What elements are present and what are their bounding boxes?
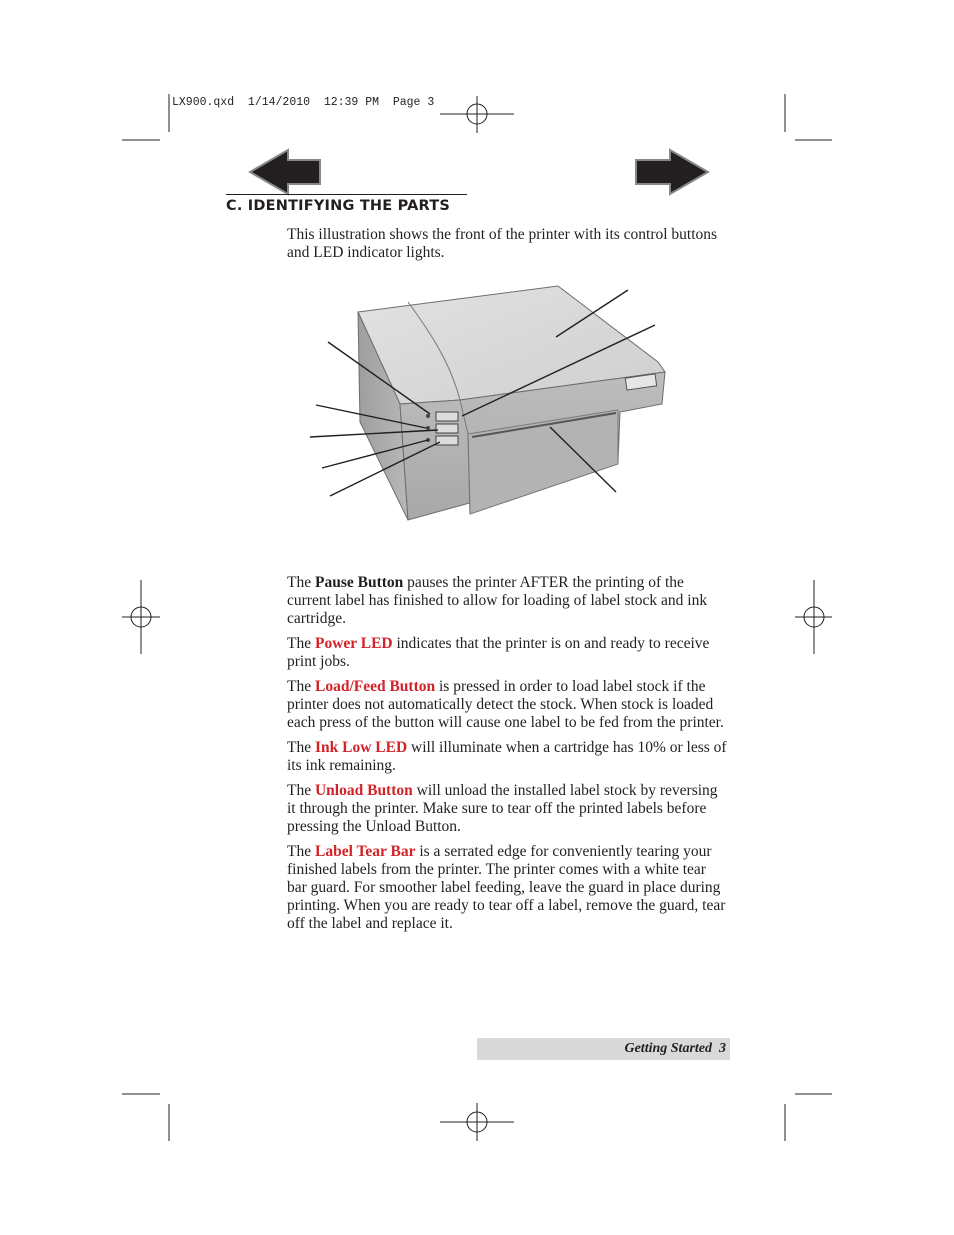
part-paragraph: The Ink Low LED will illuminate when a cartridge has 10% or less of its ink remaining. xyxy=(287,739,727,774)
part-term: Ink Low LED xyxy=(314,739,408,756)
heading-rule xyxy=(226,194,467,195)
part-paragraph: The Load/Feed Button is pressed in order to load label stock if the printer does not automatically detect the stock. When stock is loaded each press of the button will cause one label to be fed from the printer. xyxy=(287,678,724,731)
part-term: Pause Button xyxy=(314,574,404,591)
printer-illustration xyxy=(300,282,680,527)
parts-descriptions xyxy=(287,574,729,940)
part-term: Power LED xyxy=(314,635,393,652)
file-slug-line: LX900.qxd 1/14/2010 12:39 PM Page 3 xyxy=(172,96,435,109)
footer-label: Getting Started xyxy=(624,1041,712,1056)
arrow-left-icon[interactable] xyxy=(246,148,324,196)
intro-paragraph: This illustration shows the front of the printer with its control buttons and LED indicator lights. xyxy=(287,226,718,261)
part-term: Unload Button xyxy=(314,782,413,799)
part-paragraph: The Label Tear Bar is a serrated edge for conveniently tearing your finished labels from the printer. The printer comes with a white tear bar guard. For smoother label feeding, leave the guard in place during printing. When you are ready to tear off a label, remove the guard, tear off the label and replace it. xyxy=(287,843,726,932)
page-number: 3 xyxy=(719,1041,726,1056)
part-term: Label Tear Bar xyxy=(314,843,416,860)
part-paragraph: The Power LED indicates that the printer is on and ready to receive print jobs. xyxy=(287,635,710,670)
part-paragraph: The Pause Button pauses the printer AFTER the printing of the current label has finished to allow for loading of label stock and ink cartridge. xyxy=(287,574,708,627)
page-footer xyxy=(477,1041,726,1057)
section-heading: C. IDENTIFYING THE PARTS xyxy=(226,198,450,214)
part-paragraph: The Unload Button will unload the installed label stock by reversing it through the printer. Make sure to tear off the printed labels before pressing the Unload Button. xyxy=(287,782,718,835)
part-term: Load/Feed Button xyxy=(314,678,436,695)
arrow-right-icon[interactable] xyxy=(632,148,712,196)
